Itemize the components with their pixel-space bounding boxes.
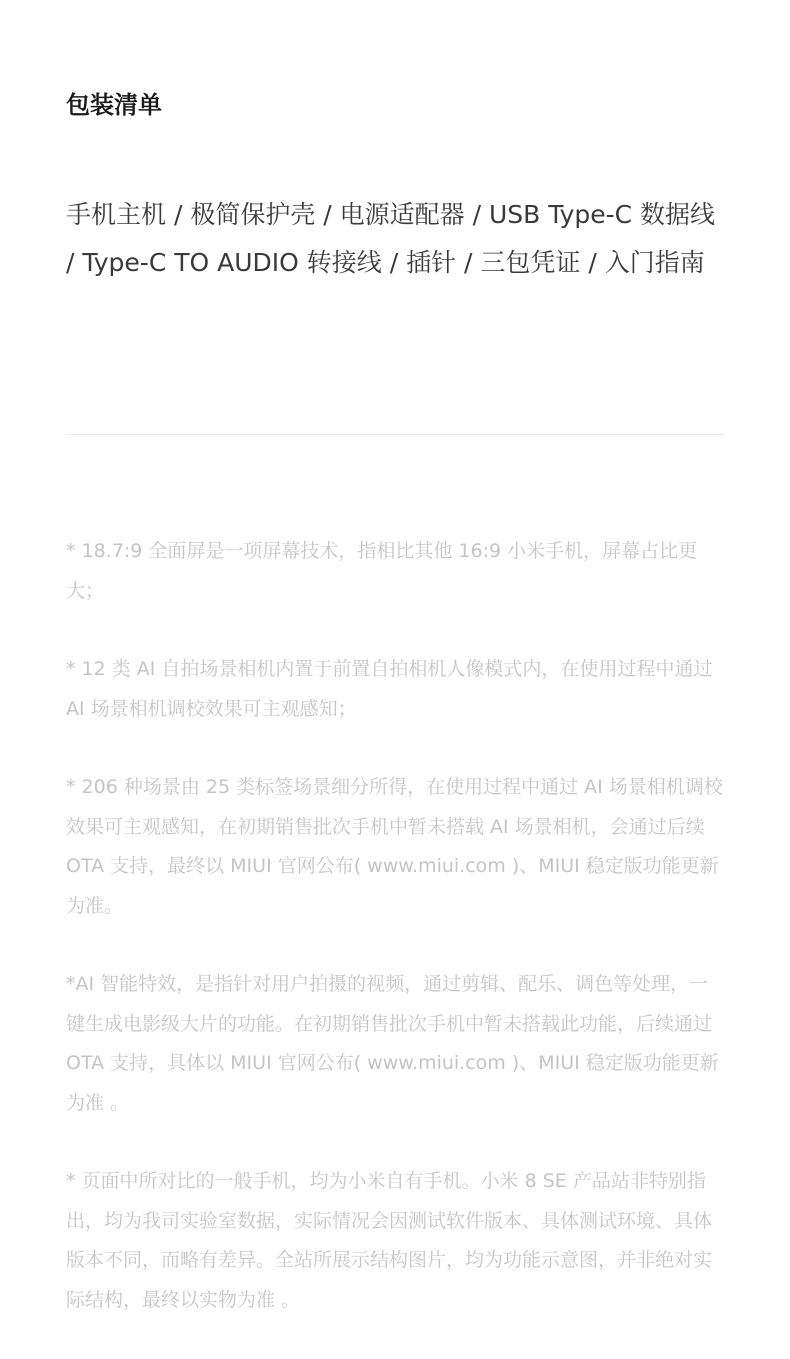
footnotes [66,532,724,1359]
footnote-ai-effects: *AI 智能特效，是指针对用户拍摄的视频，通过剪辑、配乐、调色等处理，一键生成电影级大片的功能。在初期销售批次手机中暂未搭载此功能，后续通过 OTA 支持，具体以 MIUI 官网公布( www.miui.com )、MIUI 稳定版功能更新为准 。 [66,973,719,1114]
package-contents: 手机主机 / 极简保护壳 / 电源适配器 / USB Type-C 数据线 / Type-C TO AUDIO 转接线 / 插针 / 三包凭证 / 入门指南 [66,200,716,277]
footnote-disclaimer: * 页面中所对比的一般手机，均为小米自有手机。小米 8 SE 产品站非特别指出，均为我司实验室数据，实际情况会因测试软件版本、具体测试环境、具体版本不同，而略有差异。全站所展示结构图片，均为功能示意图，并非绝对实际结构，最终以实物为准 。 [66,1170,713,1311]
footnote-ai-scenes: * 206 种场景由 25 类标签场景细分所得，在使用过程中通过 AI 场景相机调校效果可主观感知，在初期销售批次手机中暂未搭载 AI 场景相机，会通过后续 OTA 支持，最终以 MIUI 官网公布( www.miui.com )、MIUI 稳定版功能更新为准。 [66,776,723,917]
footnote-ai-selfie: * 12 类 AI 自拍场景相机内置于前置自拍相机人像模式内，在使用过程中通过 AI 场景相机调校效果可主观感知； [66,658,713,720]
package-list-title: 包装清单 [66,91,162,119]
divider [66,434,724,435]
footnote-screen-ratio: * 18.7:9 全面屏是一项屏幕技术，指相比其他 16:9 小米手机，屏幕占比更大； [66,540,698,602]
